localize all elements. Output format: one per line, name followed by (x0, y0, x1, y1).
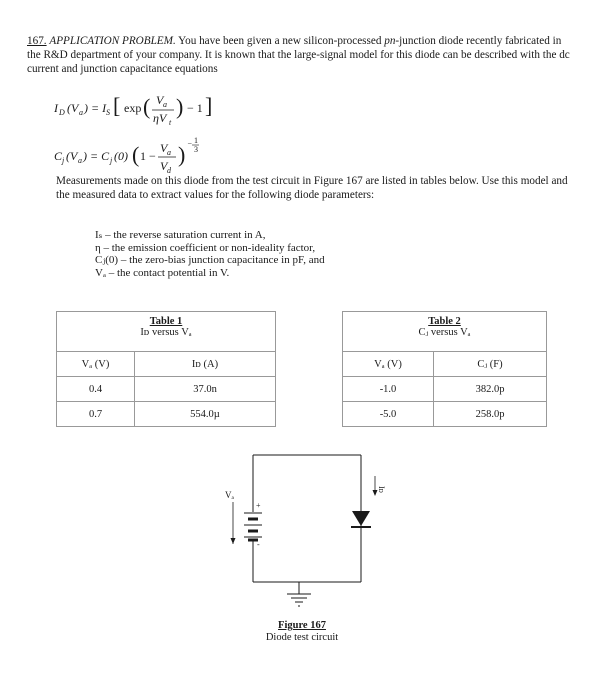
svg-text:−: − (187, 139, 193, 148)
id-label: Iᴅ (377, 486, 386, 493)
svg-text:t: t (169, 118, 172, 127)
svg-text:) = C: ) = C (83, 149, 110, 163)
svg-text:(V: (V (66, 149, 78, 163)
svg-text:− 1: − 1 (187, 101, 203, 115)
figure-caption: Diode test circuit (265, 632, 339, 643)
svg-text:3: 3 (194, 145, 198, 154)
svg-text:(: ( (132, 142, 140, 167)
ground-icon (287, 594, 311, 606)
problem-statement (27, 34, 575, 76)
svg-text:exp: exp (124, 101, 142, 115)
figure-title: Figure 167 (278, 620, 326, 631)
parameter-eta: η – the emission coefficient or non-ideality factor, (95, 241, 316, 254)
svg-text:): ) (176, 94, 184, 119)
parameter-list (95, 229, 325, 279)
svg-text:1 −: 1 − (140, 149, 156, 163)
svg-text:j: j (62, 156, 65, 165)
svg-text:): ) (178, 142, 186, 167)
svg-text:]: ] (205, 93, 213, 118)
table-1-subtitle: Iᴅ versus Vₐ (140, 327, 192, 338)
problem-intro-pn: pn (384, 35, 396, 47)
table-2-cell: -1.0 (343, 377, 434, 402)
svg-text:(: ( (143, 94, 151, 119)
problem-intro-a: You have been given a new silicon-processed (178, 35, 385, 47)
table-2-cell: 382.0p (434, 377, 547, 402)
table-2-header-cj: Cⱼ (F) (434, 352, 547, 377)
instructions: Measurements made on this diode from the test circuit in Figure 167 are listed in tables below. Use this model and the measured data to extract values for the following diode parameters: (56, 175, 568, 201)
svg-text:V: V (160, 141, 168, 155)
svg-text:C: C (54, 149, 63, 163)
svg-text:V: V (156, 93, 164, 107)
table-1 (56, 311, 276, 427)
svg-text:j: j (110, 156, 113, 165)
svg-text:a: a (78, 156, 82, 165)
svg-text:(0): (0) (114, 149, 128, 163)
table-2-title: Table 2 (428, 316, 461, 327)
problem-title: APPLICATION PROBLEM. (49, 35, 176, 47)
diode-test-circuit (215, 440, 395, 620)
table-2-header-va: Vₐ (V) (343, 352, 434, 377)
table-2-cell: -5.0 (343, 402, 434, 427)
table-1-title: Table 1 (149, 316, 183, 327)
parameter-is: Iₛ – the reverse saturation current in A, (95, 229, 266, 241)
table-row (343, 402, 547, 427)
table-1-cell: 554.0µ (135, 402, 276, 427)
table-2-caption (343, 312, 547, 352)
table-1-caption (57, 312, 276, 352)
svg-text:[: [ (113, 93, 121, 118)
table-1-cell: 0.7 (57, 402, 135, 427)
table-1-cell: 37.0n (135, 377, 276, 402)
figure-caption-block (252, 620, 352, 644)
svg-text:a: a (79, 108, 83, 117)
equations (50, 86, 310, 178)
svg-text:D: D (59, 108, 65, 117)
current-arrow-icon (373, 476, 378, 496)
svg-text:) = I: ) = I (84, 101, 107, 115)
table-2-cell: 258.0p (434, 402, 547, 427)
table-2-subtitle: Cⱼ versus Vₐ (418, 327, 471, 338)
problem-number: 167. (27, 35, 47, 47)
svg-text:d: d (167, 166, 171, 175)
table-2 (342, 311, 547, 427)
parameter-vd: Vₐ – the contact potential in V. (95, 266, 230, 279)
svg-text:I: I (54, 101, 58, 115)
plus-sign: + (256, 501, 261, 510)
svg-text:V: V (160, 159, 168, 173)
table-1-header-va: Vₐ (V) (57, 352, 135, 377)
table-row (57, 377, 276, 402)
problem-intro-b: -junction diode recently fabricated in the R&D department of your company. It is known that the large-signal model for this diode can be described with the dc current and junction capacitance equations (27, 35, 570, 75)
diode-icon (351, 511, 371, 527)
table-1-header-id: Iᴅ (A) (135, 352, 276, 377)
svg-text:(V: (V (67, 101, 79, 115)
table-1-cell: 0.4 (57, 377, 135, 402)
svg-text:ηV: ηV (153, 111, 167, 125)
table-row (343, 377, 547, 402)
minus-sign: - (257, 540, 260, 549)
svg-text:S: S (106, 108, 110, 117)
table-row (57, 402, 276, 427)
svg-text:a: a (163, 100, 167, 109)
parameter-cj0: Cⱼ(0) – the zero-bias junction capacitance in pF, and (95, 254, 325, 266)
va-label: Vₐ (225, 490, 234, 500)
svg-text:1: 1 (194, 136, 198, 145)
svg-text:a: a (167, 148, 171, 157)
